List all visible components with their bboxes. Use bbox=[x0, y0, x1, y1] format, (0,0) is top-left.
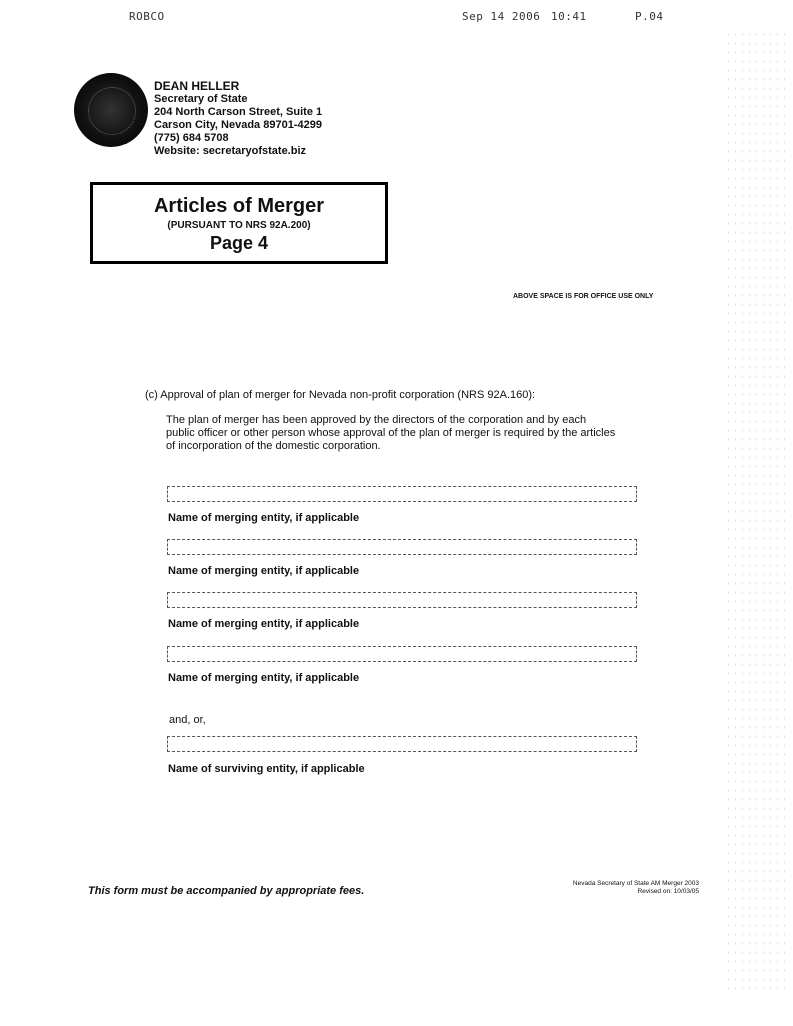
form-id: Nevada Secretary of State AM Merger 2003 bbox=[572, 880, 699, 887]
fax-page-number: P.04 bbox=[635, 10, 664, 23]
fax-date: Sep 14 2006 bbox=[462, 10, 541, 23]
official-title: Secretary of State bbox=[154, 93, 248, 105]
merging-entity-label-1: Name of merging entity, if applicable bbox=[168, 512, 360, 524]
website: Website: secretaryofstate.biz bbox=[154, 145, 307, 157]
fax-time: 10:41 bbox=[551, 10, 587, 23]
and-or-text: and, or, bbox=[169, 714, 206, 726]
state-seal-icon bbox=[74, 73, 148, 147]
merging-entity-label-4: Name of merging entity, if applicable bbox=[168, 672, 360, 684]
scan-noise bbox=[725, 30, 785, 990]
fax-sender: ROBCO bbox=[129, 10, 165, 23]
merging-entity-field-2[interactable] bbox=[167, 539, 637, 555]
address-line-1: 204 North Carson Street, Suite 1 bbox=[154, 106, 323, 118]
merging-entity-field-1[interactable] bbox=[167, 486, 637, 502]
merging-entity-field-4[interactable] bbox=[167, 646, 637, 662]
phone: (775) 684 5708 bbox=[154, 132, 229, 144]
merging-entity-label-3: Name of merging entity, if applicable bbox=[168, 618, 360, 630]
secretary-of-state-block bbox=[154, 80, 322, 158]
form-page-label: Page 4 bbox=[209, 233, 269, 253]
merging-entity-label-2: Name of merging entity, if applicable bbox=[168, 565, 360, 577]
merging-entity-field-3[interactable] bbox=[167, 592, 637, 608]
surviving-entity-field[interactable] bbox=[167, 736, 637, 752]
form-title-box bbox=[90, 182, 388, 264]
section-body: The plan of merger has been approved by the directors of the corporation and by each public officer or other person whose approval of the plan of merger is required by the articles of incorporation of the domestic corporation. bbox=[166, 414, 616, 452]
fee-note: This form must be accompanied by appropriate fees. bbox=[88, 885, 365, 897]
section-heading: (c) Approval of plan of merger for Nevada non-profit corporation (NRS 92A.160): bbox=[145, 389, 536, 401]
form-subtitle: (PURSUANT TO NRS 92A.200) bbox=[167, 220, 311, 231]
address-line-2: Carson City, Nevada 89701-4299 bbox=[154, 119, 322, 131]
revised-date: Revised on: 10/03/05 bbox=[637, 888, 699, 895]
official-name: DEAN HELLER bbox=[154, 79, 240, 93]
surviving-entity-label: Name of surviving entity, if applicable bbox=[168, 763, 365, 775]
form-title: Articles of Merger bbox=[153, 195, 325, 217]
office-use-note: ABOVE SPACE IS FOR OFFICE USE ONLY bbox=[513, 293, 654, 300]
revision-note bbox=[556, 880, 699, 896]
